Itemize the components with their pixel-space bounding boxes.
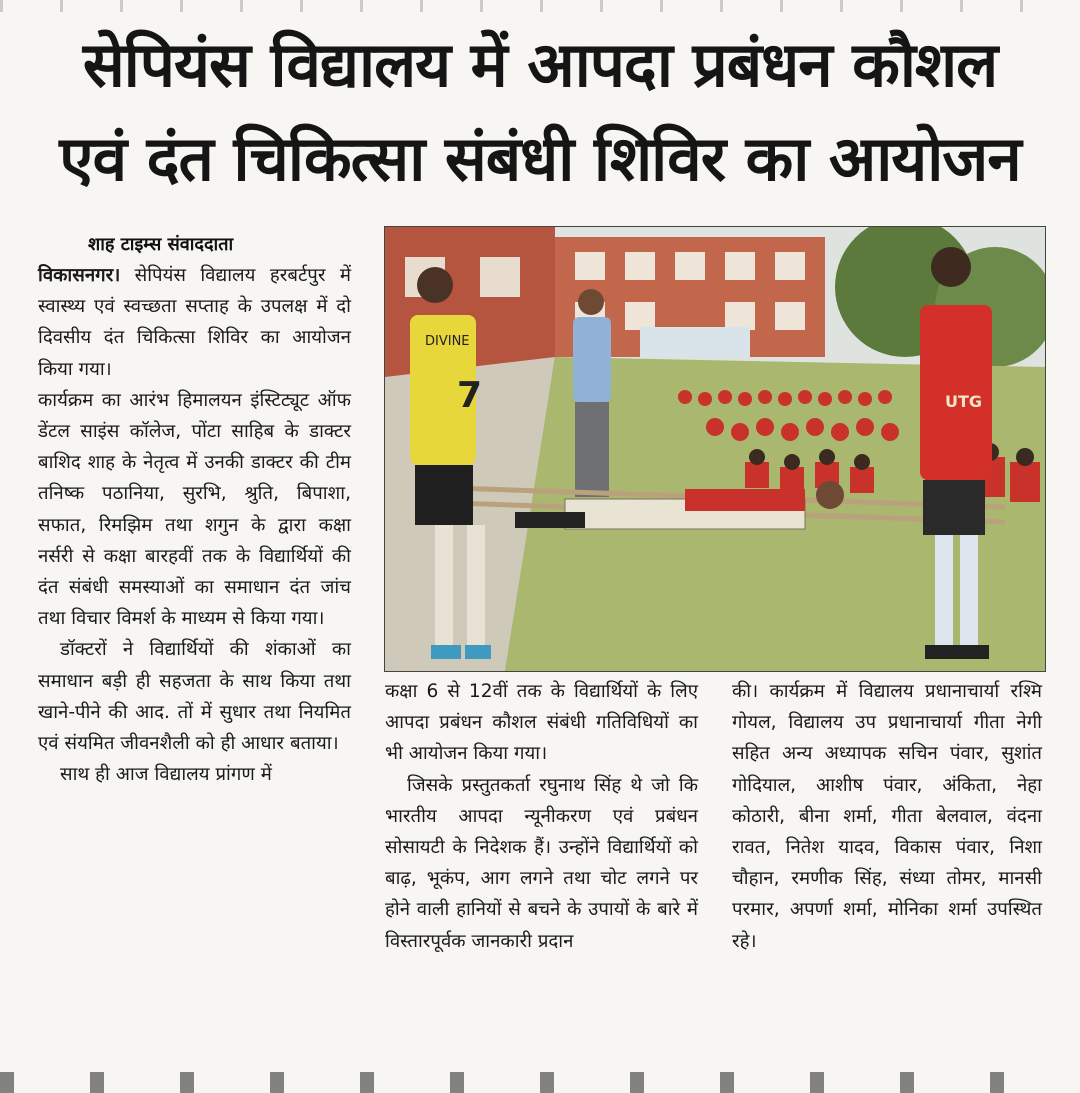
paragraph: कार्यक्रम का आरंभ हिमालयन इंस्टिट्यूट ऑफ डेंटल साइंस कॉलेज, पोंटा साहिब के डाक्टर बाशिद शाह के नेतृत्व में उनकी डाक्टर की टीम तनिष्क पठानिया, सुरभि, श्रुति, बिपाशा, सफात, रिमझिम तथा शगुन के द्वारा कक्षा नर्सरी से कक्षा बारहवीं तक के विद्यार्थियों की दंत संबंधी समस्याओं का समाधान दंत जांच तथा विचार विमर्श के माध्यम से किया गया। (38, 389, 351, 630)
headline-line-1: सेपियंस विद्यालय में आपदा प्रबंधन कौशल (82, 28, 998, 101)
column-2 (385, 676, 698, 957)
paragraph: की। कार्यक्रम में विद्यालय प्रधानाचार्या रश्मि गोयल, विद्यालय उप प्रधानाचार्या गीता नेगी सहित अन्य अध्यापक सचिन पंवार, सुशांत गोदियाल, आशीष पंवार, अंकिता, नेहा कोठारी, बीना शर्मा, गीता बेलवाल, वंदना रावत, नितेश यादव, विकास पंवार, निशा चौहान, रमणीक सिंह, संध्या तोमर, मानसी परमार, अपर्णा शर्मा, मोनिका शर्मा उपस्थित रहे। (732, 681, 1042, 952)
headline-line-2: एवं दंत चिकित्सा संबंधी शिविर का आयोजन (59, 122, 1021, 195)
jersey-text-right: UTG (945, 392, 983, 411)
speaker-figure (573, 289, 611, 497)
news-photo (384, 226, 1046, 672)
paragraph: साथ ही आज विद्यालय प्रांगण में (60, 764, 272, 786)
paragraph (38, 260, 351, 385)
byline: शाह टाइम्स संवाददाता (88, 234, 234, 255)
jersey-text-left: DIVINE (425, 334, 470, 349)
paragraph: कक्षा 6 से 12वीं तक के विद्यार्थियों के लिए आपदा प्रबंधन कौशल संबंधी गतिविधियों का भी आयोजन किया गया। (385, 681, 698, 765)
paragraph: जिसके प्रस्तुतकर्ता रघुनाथ सिंह थे जो कि भारतीय आपदा न्यूनीकरण एवं प्रबंधन सोसायटी के निदेशक हैं। उन्होंने विद्यार्थियों को बाढ़, भूकंप, आग लगने तथा चोट लगने पर होने वाली हानियों से बचने के उपायों के बारे में विस्तारपूर्वक जानकारी प्रदान (385, 774, 698, 952)
headline (20, 18, 1060, 206)
photo-illustration (385, 227, 1045, 671)
jersey-number: 7 (457, 375, 483, 416)
column-1 (38, 260, 351, 790)
paragraph-text: सेपियंस विद्यालय हरबर्टपुर में स्वास्थ्य एवं स्वच्छता सप्ताह के उपलक्ष में दो दिवसीय दंत चिकित्सा शिविर का आयोजन किया गया। (38, 265, 351, 380)
previous-article-cutoff (0, 0, 1080, 12)
paragraph: डॉक्टरों ने विद्यार्थियों की शंकाओं का समाधान बड़ी ही सहजता के साथ किया तथा खाने-पीने की आद. तों में सुधार तथा नियमित एवं संयमित जीवनशैली को ही आधार बताया। (38, 639, 351, 755)
column-3 (732, 676, 1042, 957)
next-article-cutoff (0, 1072, 1080, 1093)
dateline: विकासनगर। (38, 265, 121, 286)
